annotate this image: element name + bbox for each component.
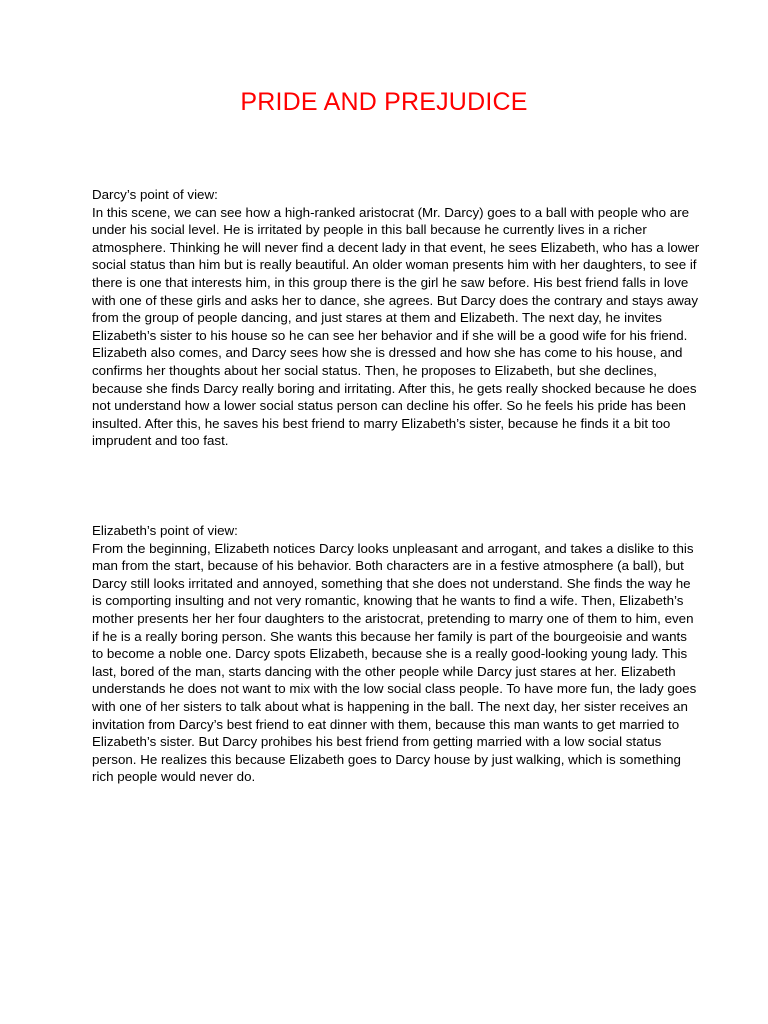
section-heading: Darcy’s point of view: <box>92 187 218 202</box>
section-heading: Elizabeth’s point of view: <box>92 523 238 538</box>
section-body: In this scene, we can see how a high-ranked aristocrat (Mr. Darcy) goes to a ball with people who are under his social level. He is irritated by people in this ball because he currently lives in a richer atmosphere. Thinking he will never find a decent lady in that event, he sees Elizabeth, who has a lower social status than him but is really beautiful. An older woman presents him with her daughters, to see if there is one that interests him, in this group there is the girl he saw before. His best friend falls in love with one of these girls and asks her to dance, she agrees. But Darcy does the contrary and stays away from the group of people dancing, and just stares at them and Elizabeth. The next day, he invites Elizabeth’s sister to his house so he can see her behavior and if she will be a good wife for his friend. Elizabeth also comes, and Darcy sees how she is dressed and how she has come to his house, and confirms her thoughts about her social status. Then, he proposes to Elizabeth, but she declines, because she finds Darcy really boring and irritating. After this, he gets really shocked because he does not understand how a lower social status person can decline his offer. So he feels his pride has been insulted. After this, he saves his best friend to marry Elizabeth’s sister, because he finds it a bit too imprudent and too fast. <box>92 204 700 449</box>
section-body: From the beginning, Elizabeth notices Darcy looks unpleasant and arrogant, and takes a dislike to this man from the start, because of his behavior. Both characters are in a festive atmosphere (a ball), but Darcy still looks irritated and annoyed, something that she does not understand. She finds the way he is comporting insulting and not very romantic, knowing that he wants to find a wife. Then, Elizabeth’s mother presents her her four daughters to the aristocrat, pretending to marry one of them to him, even if he is a really boring person. She wants this because her family is part of the bourgeoisie and wants to become a noble one. Darcy spots Elizabeth, because she is a really good-looking young lady. This last, bored of the man, starts dancing with the other people while Darcy just stares at her. Elizabeth understands he does not want to mix with the low social class people. To have more fun, the lady goes with one of her sisters to talk about what is happening in the ball. The next day, her sister receives an invitation from Darcy’s best friend to eat dinner with them, because this man wants to get married to Elizabeth’s sister. But Darcy prohibes his best friend from getting married with a low social status person. He realizes this because Elizabeth goes to Darcy house by just walking, which is something rich people would never do. <box>92 540 697 785</box>
section-darcy-point-of-view <box>92 186 700 450</box>
section-elizabeth-point-of-view <box>92 522 700 786</box>
document-title: PRIDE AND PREJUDICE <box>240 88 528 116</box>
